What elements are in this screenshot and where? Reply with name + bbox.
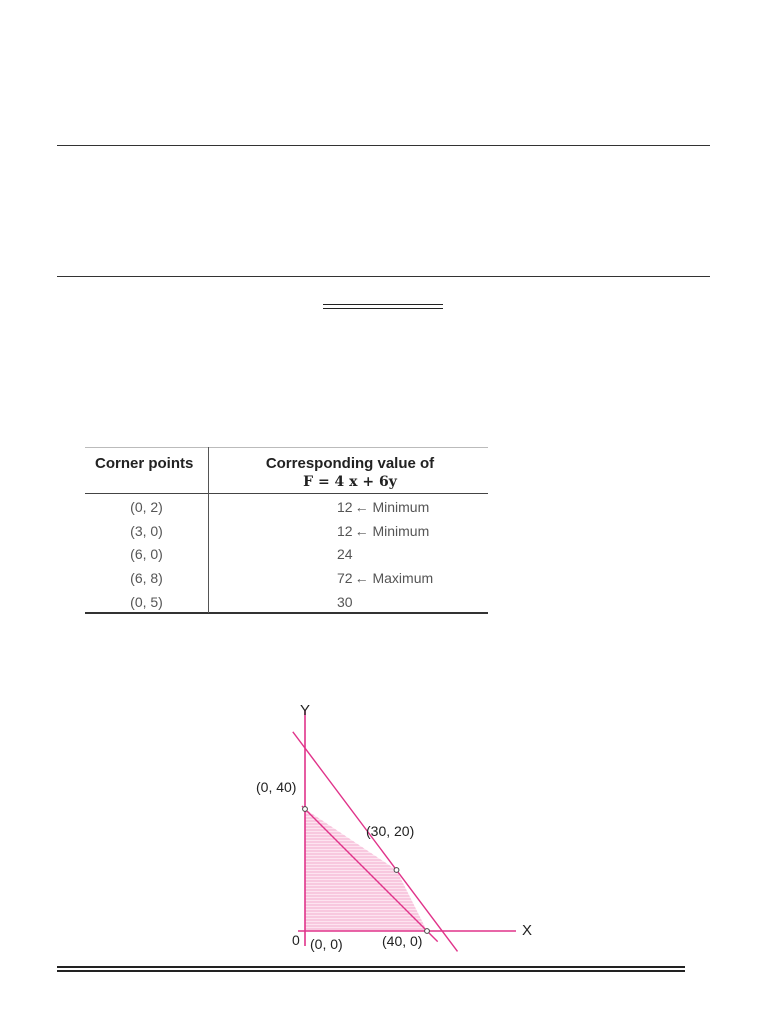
bottom-rule-2 (57, 970, 685, 972)
feasible-region-graph (240, 700, 550, 960)
row-2-number: 24 (337, 546, 353, 562)
corner-point-marker (425, 929, 430, 934)
bottom-rule-1 (57, 966, 685, 968)
row-4-number: 30 (337, 594, 353, 610)
origin-label: 0 (292, 932, 300, 948)
row-1-tag: ← Minimum (354, 523, 430, 539)
title-underline-2 (323, 308, 443, 309)
row-2-point: (6, 0) (130, 546, 163, 562)
top-rule (57, 145, 710, 146)
row-0-point: (0, 2) (130, 499, 163, 515)
corner-point-marker (394, 868, 399, 873)
row-4-point: (0, 5) (130, 594, 163, 610)
row-0-number: 12 (337, 499, 353, 515)
corner-point-marker (303, 807, 308, 812)
point-label-0-0: (0, 0) (310, 936, 343, 952)
row-0-value (337, 499, 429, 515)
header-value-formula: F = 4 x + 6y (303, 474, 397, 490)
row-4-value (337, 594, 355, 610)
row-1-point: (3, 0) (130, 523, 163, 539)
row-1-value (337, 523, 429, 539)
table-bottom-border (85, 612, 488, 614)
row-2-value (337, 546, 355, 562)
point-label-40-0: (40, 0) (382, 933, 423, 949)
point-label-30-20: (30, 20) (366, 823, 415, 839)
header-corresponding-value (225, 455, 475, 491)
second-rule (57, 276, 710, 277)
row-3-number: 72 (337, 570, 353, 586)
header-value-line1: Corresponding value of (265, 455, 435, 472)
table-header-border (85, 493, 488, 494)
table-column-divider (208, 447, 209, 613)
header-corner-points: Corner points (95, 455, 194, 472)
row-1-number: 12 (337, 523, 353, 539)
row-3-value (337, 570, 433, 586)
row-0-tag: ← Minimum (354, 499, 430, 515)
y-axis-label: Y (300, 702, 311, 719)
title-underline-1 (323, 304, 443, 305)
x-axis-label: X (522, 922, 533, 939)
row-3-point: (6, 8) (130, 570, 163, 586)
row-3-tag: ← Maximum (354, 570, 434, 586)
table-top-border (85, 447, 488, 448)
point-label-0-40: (0, 40) (256, 779, 297, 795)
